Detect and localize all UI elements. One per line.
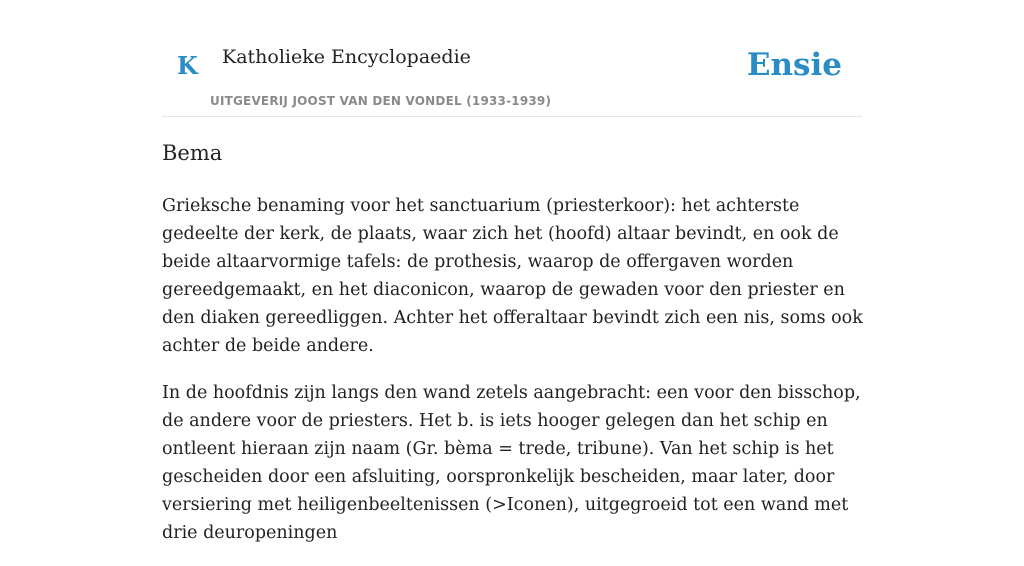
article-paragraph: In de hoofdnis zijn langs den wand zetels aangebracht: een voor den bisschop, de andere voor de priesters. Het b. is iets hooger gelegen dan het schip en ontleent hieraan zijn naam (Gr. bèma = trede, tribune). Van het schip is het gescheiden door een afsluiting, oorspronkelijk bescheiden, maar later, door versiering met heiligenbeeltenissen (>Iconen), uitgegroeid tot een wand met drie deuropeningen: [162, 383, 861, 543]
article-body: [162, 192, 866, 566]
publication-title[interactable]: Katholieke Encyclopaedie: [222, 46, 471, 68]
content-container: [162, 0, 863, 543]
ensie-logo-link[interactable]: Ensie: [746, 47, 842, 83]
article-paragraph: Grieksche benaming voor het sanctuarium (priesterkoor): het achterste gedeelte der kerk, de plaats, waar zich het (hoofd) altaar bevindt, en ook de beide altaarvormige tafels: de prothesis, waarop de offergaven worden gereedgemaakt, en het diaconicon, waarop de gewaden voor den priester en den diaken gereedliggen. Achter het offeraltaar bevindt zich een nis, soms ook achter de beide andere.: [162, 196, 863, 356]
article-title: Bema: [162, 141, 223, 165]
site-header: [162, 0, 862, 117]
publisher-label: UITGEVERIJ JOOST VAN DEN VONDEL (1933-1939): [210, 94, 552, 108]
publication-logo[interactable]: K: [177, 51, 198, 80]
